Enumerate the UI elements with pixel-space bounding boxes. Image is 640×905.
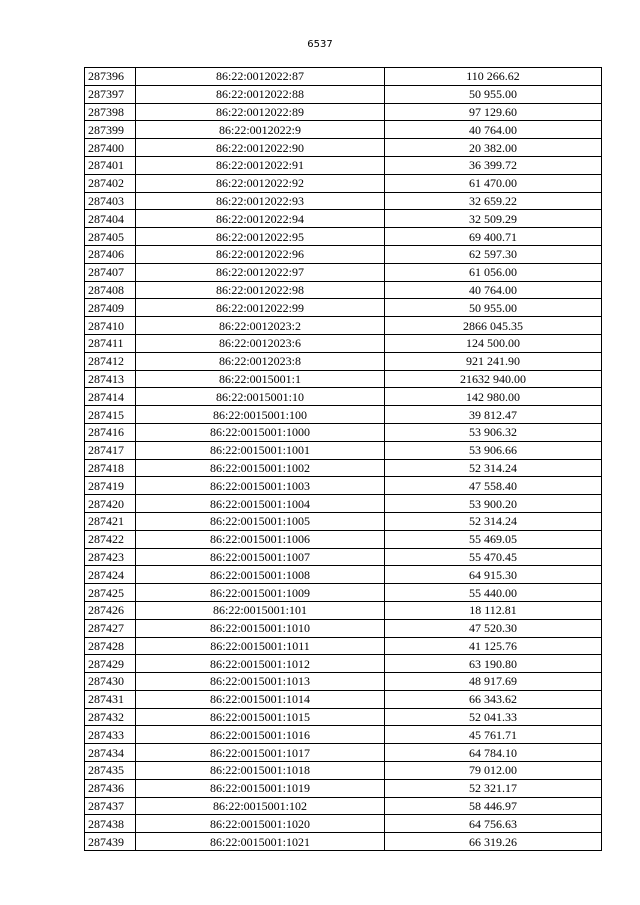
- table-row: [85, 459, 602, 477]
- cadastral-number-cell: 86:22:0015001:1017: [136, 744, 385, 762]
- cadastral-value-cell: 47 520.30: [385, 619, 602, 637]
- record-number-cell: 287412: [85, 352, 136, 370]
- cadastral-value-cell: 18 112.81: [385, 601, 602, 619]
- cadastral-value-cell: 97 129.60: [385, 103, 602, 121]
- cadastral-number-cell: 86:22:0015001:1021: [136, 833, 385, 851]
- cadastral-number-cell: 86:22:0015001:1009: [136, 584, 385, 602]
- table-row: [85, 263, 602, 281]
- cadastral-number-cell: 86:22:0012022:95: [136, 228, 385, 246]
- cadastral-value-cell: 52 041.33: [385, 708, 602, 726]
- record-number-cell: 287400: [85, 139, 136, 157]
- table-row: [85, 121, 602, 139]
- table-row: [85, 512, 602, 530]
- record-number-cell: 287415: [85, 406, 136, 424]
- cadastral-number-cell: 86:22:0015001:102: [136, 797, 385, 815]
- cadastral-number-cell: 86:22:0012022:90: [136, 139, 385, 157]
- record-number-cell: 287434: [85, 744, 136, 762]
- cadastral-number-cell: 86:22:0012023:6: [136, 334, 385, 352]
- cadastral-value-cell: 41 125.76: [385, 637, 602, 655]
- table-row: [85, 762, 602, 780]
- table-row: [85, 566, 602, 584]
- record-number-cell: 287439: [85, 833, 136, 851]
- cadastral-number-cell: 86:22:0015001:1019: [136, 779, 385, 797]
- table-row: [85, 103, 602, 121]
- record-number-cell: 287414: [85, 388, 136, 406]
- table-row: [85, 833, 602, 851]
- table-row: [85, 690, 602, 708]
- table-row: [85, 228, 602, 246]
- table-row: [85, 156, 602, 174]
- cadastral-number-cell: 86:22:0012023:2: [136, 317, 385, 335]
- record-number-cell: 287402: [85, 174, 136, 192]
- cadastral-number-cell: 86:22:0015001:1002: [136, 459, 385, 477]
- cadastral-number-cell: 86:22:0015001:1: [136, 370, 385, 388]
- table-row: [85, 299, 602, 317]
- cadastral-value-cell: 47 558.40: [385, 477, 602, 495]
- cadastral-number-cell: 86:22:0015001:1013: [136, 673, 385, 691]
- record-number-cell: 287404: [85, 210, 136, 228]
- cadastral-value-cell: 124 500.00: [385, 334, 602, 352]
- cadastral-value-cell: 62 597.30: [385, 245, 602, 263]
- table-row: [85, 779, 602, 797]
- table-body: [85, 68, 602, 851]
- table-row: [85, 68, 602, 86]
- cadastral-value-cell: 66 343.62: [385, 690, 602, 708]
- table-row: [85, 281, 602, 299]
- cadastral-value-cell: 142 980.00: [385, 388, 602, 406]
- record-number-cell: 287406: [85, 245, 136, 263]
- table-row: [85, 192, 602, 210]
- cadastral-number-cell: 86:22:0015001:1015: [136, 708, 385, 726]
- cadastral-value-cell: 50 955.00: [385, 299, 602, 317]
- page-number: 6537: [307, 39, 333, 50]
- record-number-cell: 287429: [85, 655, 136, 673]
- table-row: [85, 601, 602, 619]
- cadastral-number-cell: 86:22:0012022:98: [136, 281, 385, 299]
- cadastral-value-cell: 39 812.47: [385, 406, 602, 424]
- cadastral-number-cell: 86:22:0012022:9: [136, 121, 385, 139]
- cadastral-number-cell: 86:22:0015001:1018: [136, 762, 385, 780]
- record-number-cell: 287405: [85, 228, 136, 246]
- cadastral-number-cell: 86:22:0015001:1006: [136, 530, 385, 548]
- cadastral-value-cell: 921 241.90: [385, 352, 602, 370]
- record-number-cell: 287431: [85, 690, 136, 708]
- record-number-cell: 287430: [85, 673, 136, 691]
- cadastral-value-cell: 55 469.05: [385, 530, 602, 548]
- cadastral-number-cell: 86:22:0015001:10: [136, 388, 385, 406]
- table-row: [85, 423, 602, 441]
- table-row: [85, 530, 602, 548]
- table-row: [85, 406, 602, 424]
- record-number-cell: 287398: [85, 103, 136, 121]
- cadastral-value-cell: 61 056.00: [385, 263, 602, 281]
- table-row: [85, 370, 602, 388]
- record-number-cell: 287399: [85, 121, 136, 139]
- table-row: [85, 744, 602, 762]
- cadastral-number-cell: 86:22:0012022:94: [136, 210, 385, 228]
- cadastral-value-cell: 52 321.17: [385, 779, 602, 797]
- cadastral-value-cell: 64 756.63: [385, 815, 602, 833]
- table-row: [85, 584, 602, 602]
- record-number-cell: 287397: [85, 85, 136, 103]
- cadastral-value-cell: 32 659.22: [385, 192, 602, 210]
- cadastral-number-cell: 86:22:0015001:1012: [136, 655, 385, 673]
- record-number-cell: 287419: [85, 477, 136, 495]
- table-row: [85, 637, 602, 655]
- table-row: [85, 726, 602, 744]
- table-row: [85, 797, 602, 815]
- table-row: [85, 548, 602, 566]
- cadastral-value-cell: 40 764.00: [385, 281, 602, 299]
- cadastral-number-cell: 86:22:0015001:1008: [136, 566, 385, 584]
- record-number-cell: 287410: [85, 317, 136, 335]
- cadastral-value-cell: 21632 940.00: [385, 370, 602, 388]
- cadastral-number-cell: 86:22:0012022:92: [136, 174, 385, 192]
- cadastral-number-cell: 86:22:0012022:91: [136, 156, 385, 174]
- table-row: [85, 139, 602, 157]
- cadastral-value-cell: 79 012.00: [385, 762, 602, 780]
- table-row: [85, 174, 602, 192]
- cadastral-number-cell: 86:22:0015001:1005: [136, 512, 385, 530]
- cadastral-number-cell: 86:22:0015001:1014: [136, 690, 385, 708]
- record-number-cell: 287401: [85, 156, 136, 174]
- cadastral-number-cell: 86:22:0012022:97: [136, 263, 385, 281]
- cadastral-number-cell: 86:22:0015001:100: [136, 406, 385, 424]
- cadastral-value-cell: 50 955.00: [385, 85, 602, 103]
- cadastral-value-cell: 53 906.32: [385, 423, 602, 441]
- record-number-cell: 287425: [85, 584, 136, 602]
- record-number-cell: 287409: [85, 299, 136, 317]
- cadastral-value-cell: 53 906.66: [385, 441, 602, 459]
- cadastral-number-cell: 86:22:0015001:1004: [136, 495, 385, 513]
- record-number-cell: 287423: [85, 548, 136, 566]
- cadastral-value-cell: 52 314.24: [385, 512, 602, 530]
- record-number-cell: 287421: [85, 512, 136, 530]
- cadastral-number-cell: 86:22:0015001:101: [136, 601, 385, 619]
- cadastral-value-cell: 2866 045.35: [385, 317, 602, 335]
- table-row: [85, 245, 602, 263]
- record-number-cell: 287438: [85, 815, 136, 833]
- record-number-cell: 287416: [85, 423, 136, 441]
- table-row: [85, 317, 602, 335]
- record-number-cell: 287420: [85, 495, 136, 513]
- record-number-cell: 287436: [85, 779, 136, 797]
- cadastral-value-cell: 48 917.69: [385, 673, 602, 691]
- cadastral-value-cell: 58 446.97: [385, 797, 602, 815]
- record-number-cell: 287427: [85, 619, 136, 637]
- record-number-cell: 287411: [85, 334, 136, 352]
- cadastral-value-cell: 36 399.72: [385, 156, 602, 174]
- cadastral-value-cell: 64 915.30: [385, 566, 602, 584]
- record-number-cell: 287396: [85, 68, 136, 86]
- record-number-cell: 287417: [85, 441, 136, 459]
- record-number-cell: 287403: [85, 192, 136, 210]
- cadastral-number-cell: 86:22:0012022:88: [136, 85, 385, 103]
- table-row: [85, 655, 602, 673]
- record-number-cell: 287408: [85, 281, 136, 299]
- cadastral-number-cell: 86:22:0012022:93: [136, 192, 385, 210]
- table-row: [85, 334, 602, 352]
- cadastral-number-cell: 86:22:0015001:1010: [136, 619, 385, 637]
- record-number-cell: 287407: [85, 263, 136, 281]
- record-number-cell: 287433: [85, 726, 136, 744]
- table-row: [85, 815, 602, 833]
- cadastral-value-cell: 66 319.26: [385, 833, 602, 851]
- cadastral-number-cell: 86:22:0015001:1020: [136, 815, 385, 833]
- table-row: [85, 352, 602, 370]
- cadastral-value-cell: 52 314.24: [385, 459, 602, 477]
- cadastral-number-cell: 86:22:0015001:1001: [136, 441, 385, 459]
- table-row: [85, 477, 602, 495]
- cadastral-value-cell: 69 400.71: [385, 228, 602, 246]
- cadastral-number-cell: 86:22:0015001:1011: [136, 637, 385, 655]
- table-row: [85, 210, 602, 228]
- table-row: [85, 619, 602, 637]
- cadastral-value-cell: 55 470.45: [385, 548, 602, 566]
- table-row: [85, 495, 602, 513]
- record-number-cell: 287422: [85, 530, 136, 548]
- record-number-cell: 287424: [85, 566, 136, 584]
- cadastral-number-cell: 86:22:0015001:1003: [136, 477, 385, 495]
- cadastral-number-cell: 86:22:0012022:96: [136, 245, 385, 263]
- cadastral-number-cell: 86:22:0012022:99: [136, 299, 385, 317]
- cadastral-number-cell: 86:22:0012022:87: [136, 68, 385, 86]
- record-number-cell: 287432: [85, 708, 136, 726]
- record-number-cell: 287428: [85, 637, 136, 655]
- cadastral-number-cell: 86:22:0012023:8: [136, 352, 385, 370]
- record-number-cell: 287413: [85, 370, 136, 388]
- cadastral-value-cell: 63 190.80: [385, 655, 602, 673]
- record-number-cell: 287418: [85, 459, 136, 477]
- cadastral-value-cell: 32 509.29: [385, 210, 602, 228]
- cadastral-number-cell: 86:22:0015001:1016: [136, 726, 385, 744]
- cadastral-value-cell: 53 900.20: [385, 495, 602, 513]
- record-number-cell: 287426: [85, 601, 136, 619]
- cadastral-value-cell: 61 470.00: [385, 174, 602, 192]
- cadastral-number-cell: 86:22:0012022:89: [136, 103, 385, 121]
- cadastral-number-cell: 86:22:0015001:1007: [136, 548, 385, 566]
- table-row: [85, 441, 602, 459]
- record-number-cell: 287435: [85, 762, 136, 780]
- table-row: [85, 708, 602, 726]
- cadastral-value-cell: 20 382.00: [385, 139, 602, 157]
- cadastral-value-table: [84, 67, 602, 851]
- cadastral-value-cell: 45 761.71: [385, 726, 602, 744]
- table-row: [85, 388, 602, 406]
- record-number-cell: 287437: [85, 797, 136, 815]
- cadastral-value-cell: 110 266.62: [385, 68, 602, 86]
- table-row: [85, 673, 602, 691]
- table-row: [85, 85, 602, 103]
- cadastral-value-cell: 64 784.10: [385, 744, 602, 762]
- cadastral-number-cell: 86:22:0015001:1000: [136, 423, 385, 441]
- cadastral-value-cell: 40 764.00: [385, 121, 602, 139]
- cadastral-value-cell: 55 440.00: [385, 584, 602, 602]
